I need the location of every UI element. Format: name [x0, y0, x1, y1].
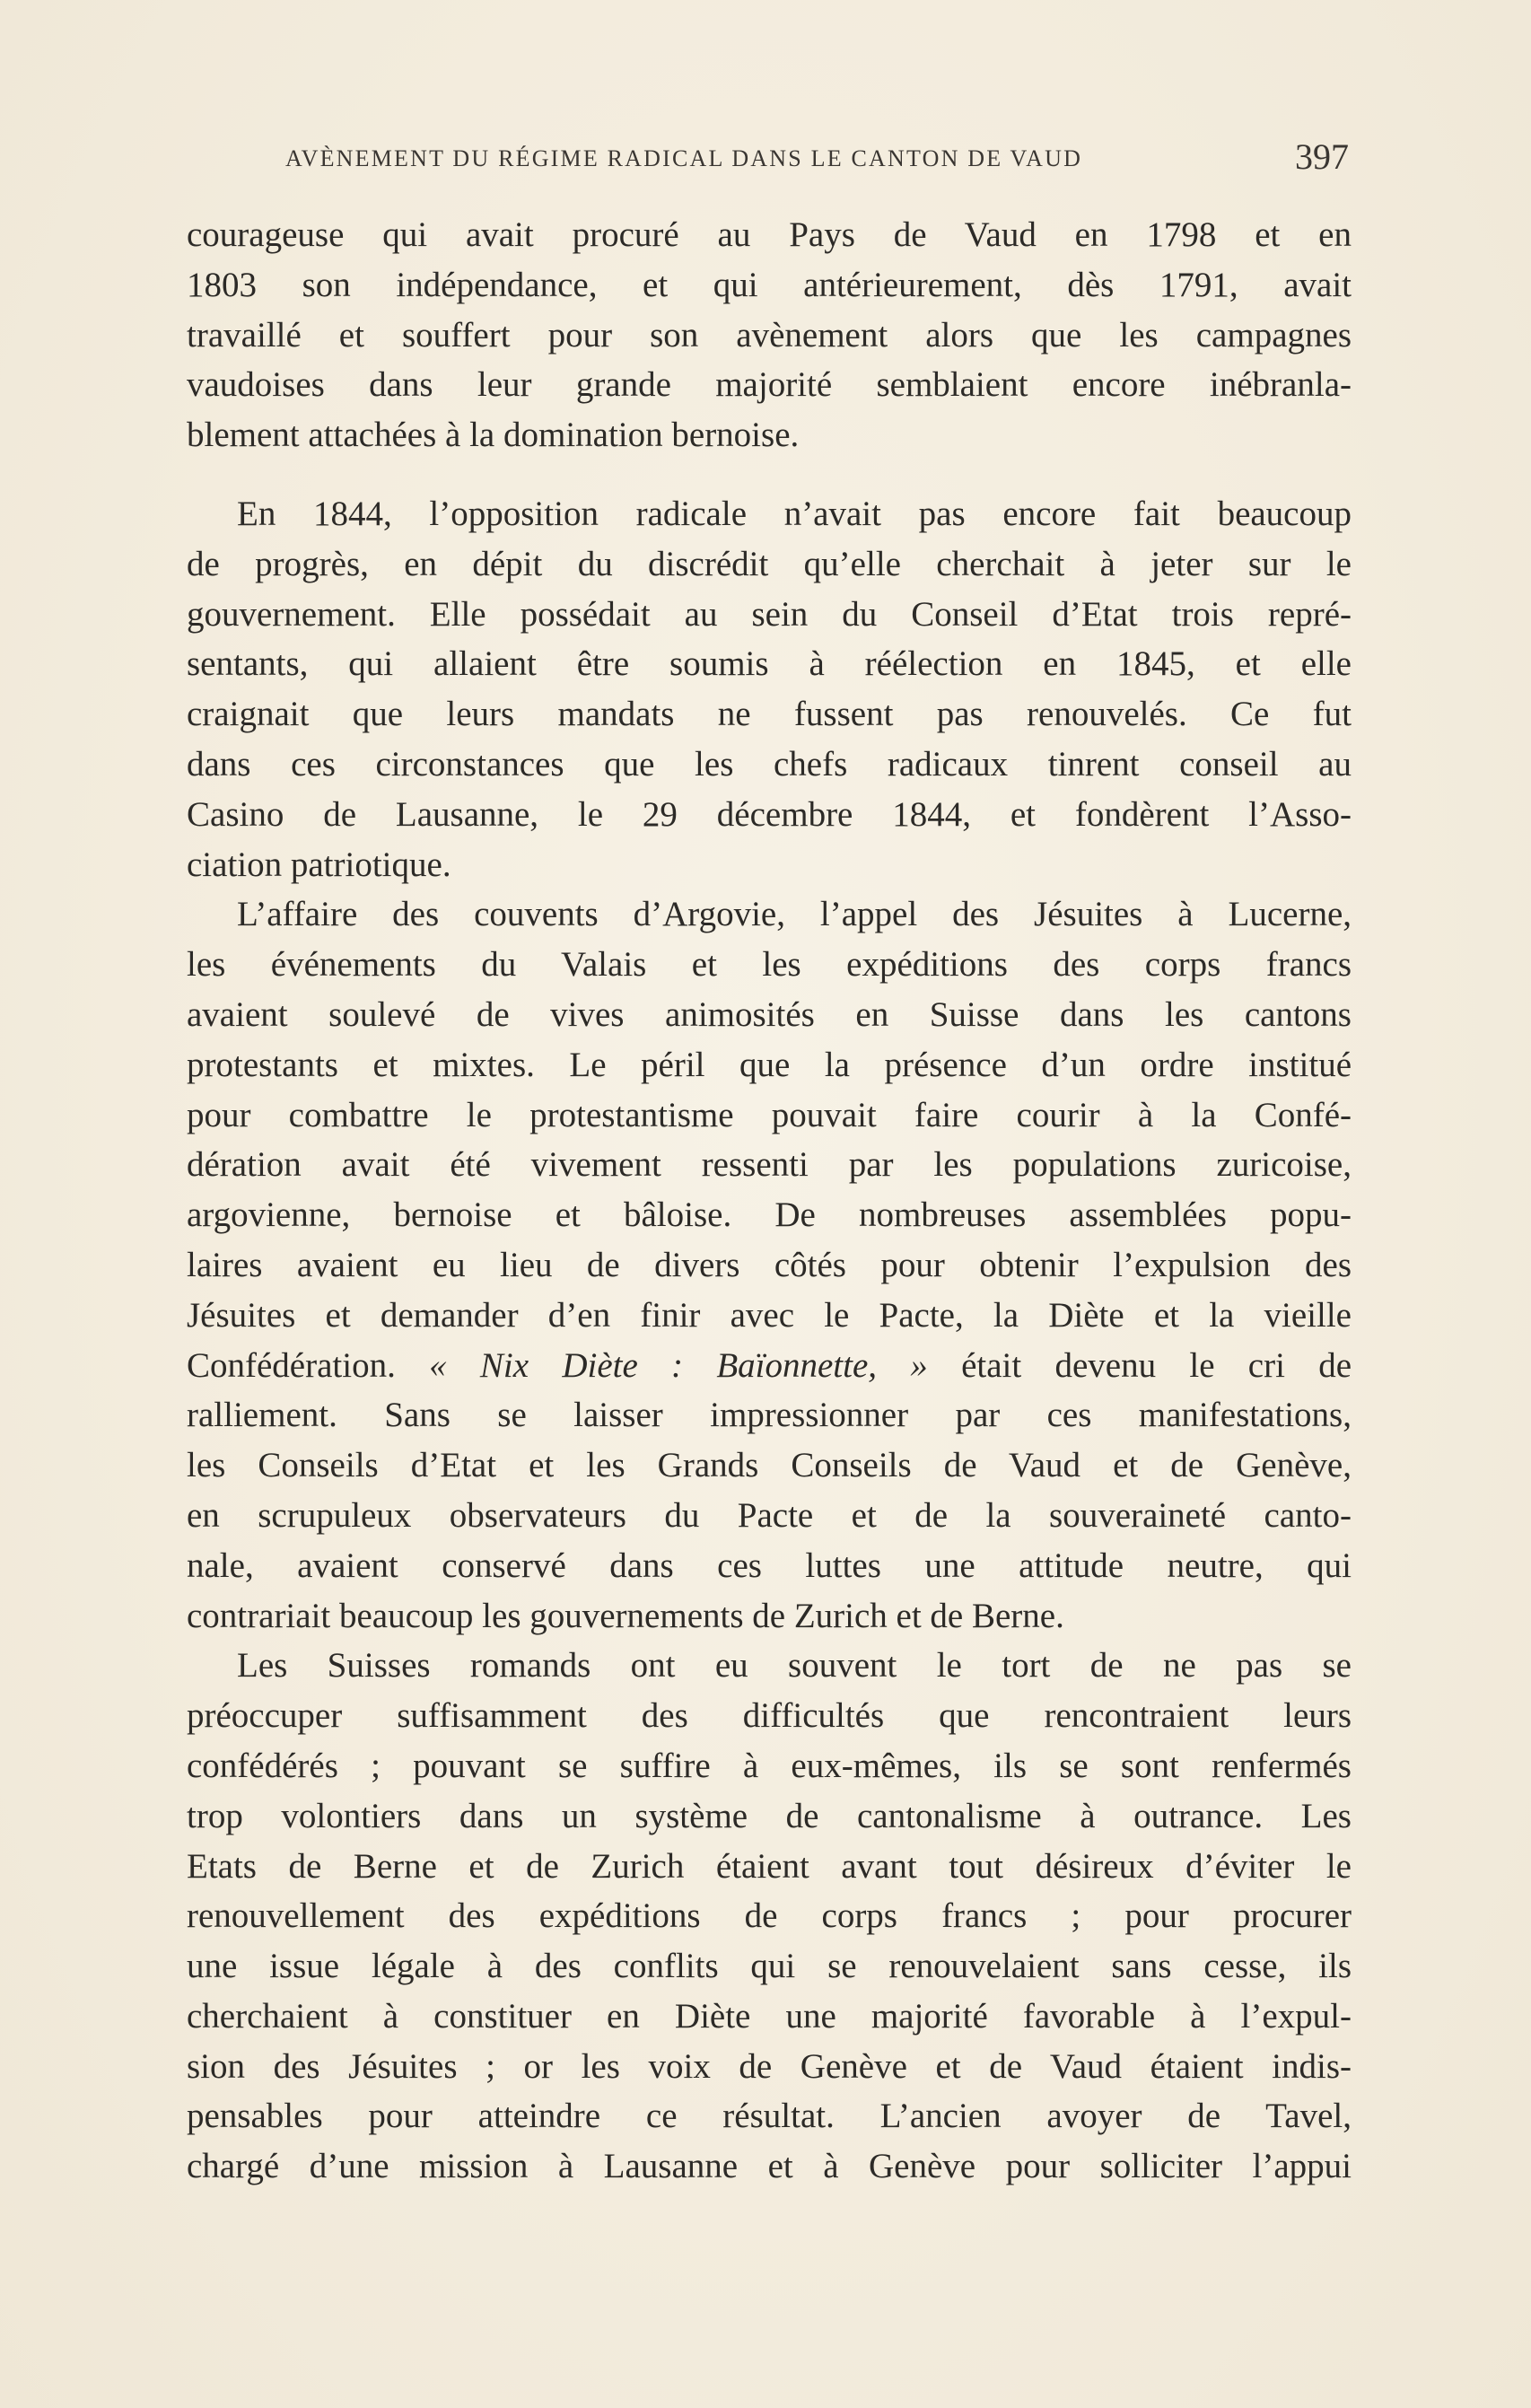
- text-line: Etats de Berne et de Zurich étaient avant tout désireux d’éviter le: [187, 1846, 1352, 1886]
- text-line: Les Suisses romands ont eu souvent le tort de ne pas se: [237, 1646, 1352, 1686]
- text-line: une issue légale à des conflits qui se renouvelaient sans cesse, ils: [187, 1947, 1352, 1986]
- paragraph-1: [187, 210, 1352, 460]
- text-line: dans ces circonstances que les chefs radicaux tinrent conseil au: [187, 744, 1352, 784]
- text-line: Casino de Lausanne, le 29 décembre 1844, et fondèrent l’Asso-: [187, 794, 1352, 834]
- paragraph-4: [187, 1641, 1352, 2192]
- text-line: ciation patriotique.: [187, 845, 451, 884]
- text-line: sentants, qui allaient être soumis à réélection en 1845, et elle: [187, 644, 1352, 684]
- body-text: [187, 210, 1352, 2192]
- text-line: 1803 son indépendance, et qui antérieurement, dès 1791, avait: [187, 265, 1352, 304]
- text-line: les événements du Valais et les expéditions des corps francs: [187, 945, 1352, 985]
- text-line: travaillé et souffert pour son avènement alors que les campagnes: [187, 315, 1352, 355]
- page-number: 397: [1295, 136, 1349, 177]
- line-text: était devenu le cri de: [961, 1345, 1352, 1385]
- text-line: chargé d’une mission à Lausanne et à Genève pour solliciter l’appui: [187, 2147, 1352, 2186]
- italic-quote: « Nix Diète : Baïonnette, »: [429, 1345, 928, 1385]
- text-line: vaudoises dans leur grande majorité semblaient encore inébranla-: [187, 365, 1352, 405]
- text-line: les Conseils d’Etat et les Grands Conseils de Vaud et de Genève,: [187, 1446, 1352, 1485]
- text-line: avaient soulevé de vives animosités en Suisse dans les cantons: [187, 994, 1352, 1034]
- text-line: blement attachées à la domination bernoise.: [187, 416, 800, 455]
- text-line: gouvernement. Elle possédait au sein du Conseil d’Etat trois repré-: [187, 594, 1352, 634]
- paragraph-2: [187, 489, 1352, 889]
- page-header: [285, 136, 1349, 179]
- text-line: laires avaient eu lieu de divers côtés pour obtenir l’expulsion des: [187, 1245, 1352, 1284]
- text-line-with-quote: [187, 1341, 1352, 1391]
- text-line: ralliement. Sans se laisser impressionner par ces manifestations,: [187, 1396, 1352, 1435]
- text-line: confédérés ; pouvant se suffire à eux-mêmes, ils se sont renfermés: [187, 1746, 1352, 1785]
- text-line: craignait que leurs mandats ne fussent pas renouvelés. Ce fut: [187, 695, 1352, 734]
- text-line: pensables pour atteindre ce résultat. L’ancien avoyer de Tavel,: [187, 2097, 1352, 2136]
- text-line: Jésuites et demander d’en finir avec le Pacte, la Diète et la vieille: [187, 1295, 1352, 1335]
- text-line: de progrès, en dépit du discrédit qu’elle cherchait à jeter sur le: [187, 544, 1352, 583]
- text-line: cherchaient à constituer en Diète une majorité favorable à l’expul-: [187, 1996, 1352, 2036]
- text-line: nale, avaient conservé dans ces luttes une attitude neutre, qui: [187, 1545, 1352, 1585]
- paragraph-3: [187, 889, 1352, 1641]
- text-line: argovienne, bernoise et bâloise. De nombreuses assemblées popu-: [187, 1195, 1352, 1235]
- text-line: En 1844, l’opposition radicale n’avait pas encore fait beaucoup: [237, 494, 1352, 533]
- text-line: sion des Jésuites ; or les voix de Genève et de Vaud étaient indis-: [187, 2046, 1352, 2086]
- text-line: contrariait beaucoup les gouvernements de Zurich et de Berne.: [187, 1596, 1064, 1635]
- text-line: pour combattre le protestantisme pouvait faire courir à la Confé-: [187, 1095, 1352, 1134]
- paragraph-gap: [187, 460, 1352, 489]
- running-head: AVÈNEMENT DU RÉGIME RADICAL DANS LE CANTON DE VAUD: [285, 145, 1083, 171]
- line-text: Confédération.: [187, 1345, 396, 1385]
- text-line: dération avait été vivement ressenti par les populations zuricoise,: [187, 1145, 1352, 1185]
- text-line: courageuse qui avait procuré au Pays de Vaud en 1798 et en: [187, 215, 1352, 254]
- text-line: préoccuper suffisamment des difficultés que rencontraient leurs: [187, 1696, 1352, 1736]
- text-line: en scrupuleux observateurs du Pacte et de la souveraineté canto-: [187, 1495, 1352, 1535]
- text-line: L’affaire des couvents d’Argovie, l’appel des Jésuites à Lucerne,: [237, 895, 1352, 934]
- text-line: renouvellement des expéditions de corps francs ; pour procurer: [187, 1896, 1352, 1936]
- text-line: trop volontiers dans un système de cantonalisme à outrance. Les: [187, 1796, 1352, 1835]
- text-line: protestants et mixtes. Le péril que la présence d’un ordre institué: [187, 1045, 1352, 1084]
